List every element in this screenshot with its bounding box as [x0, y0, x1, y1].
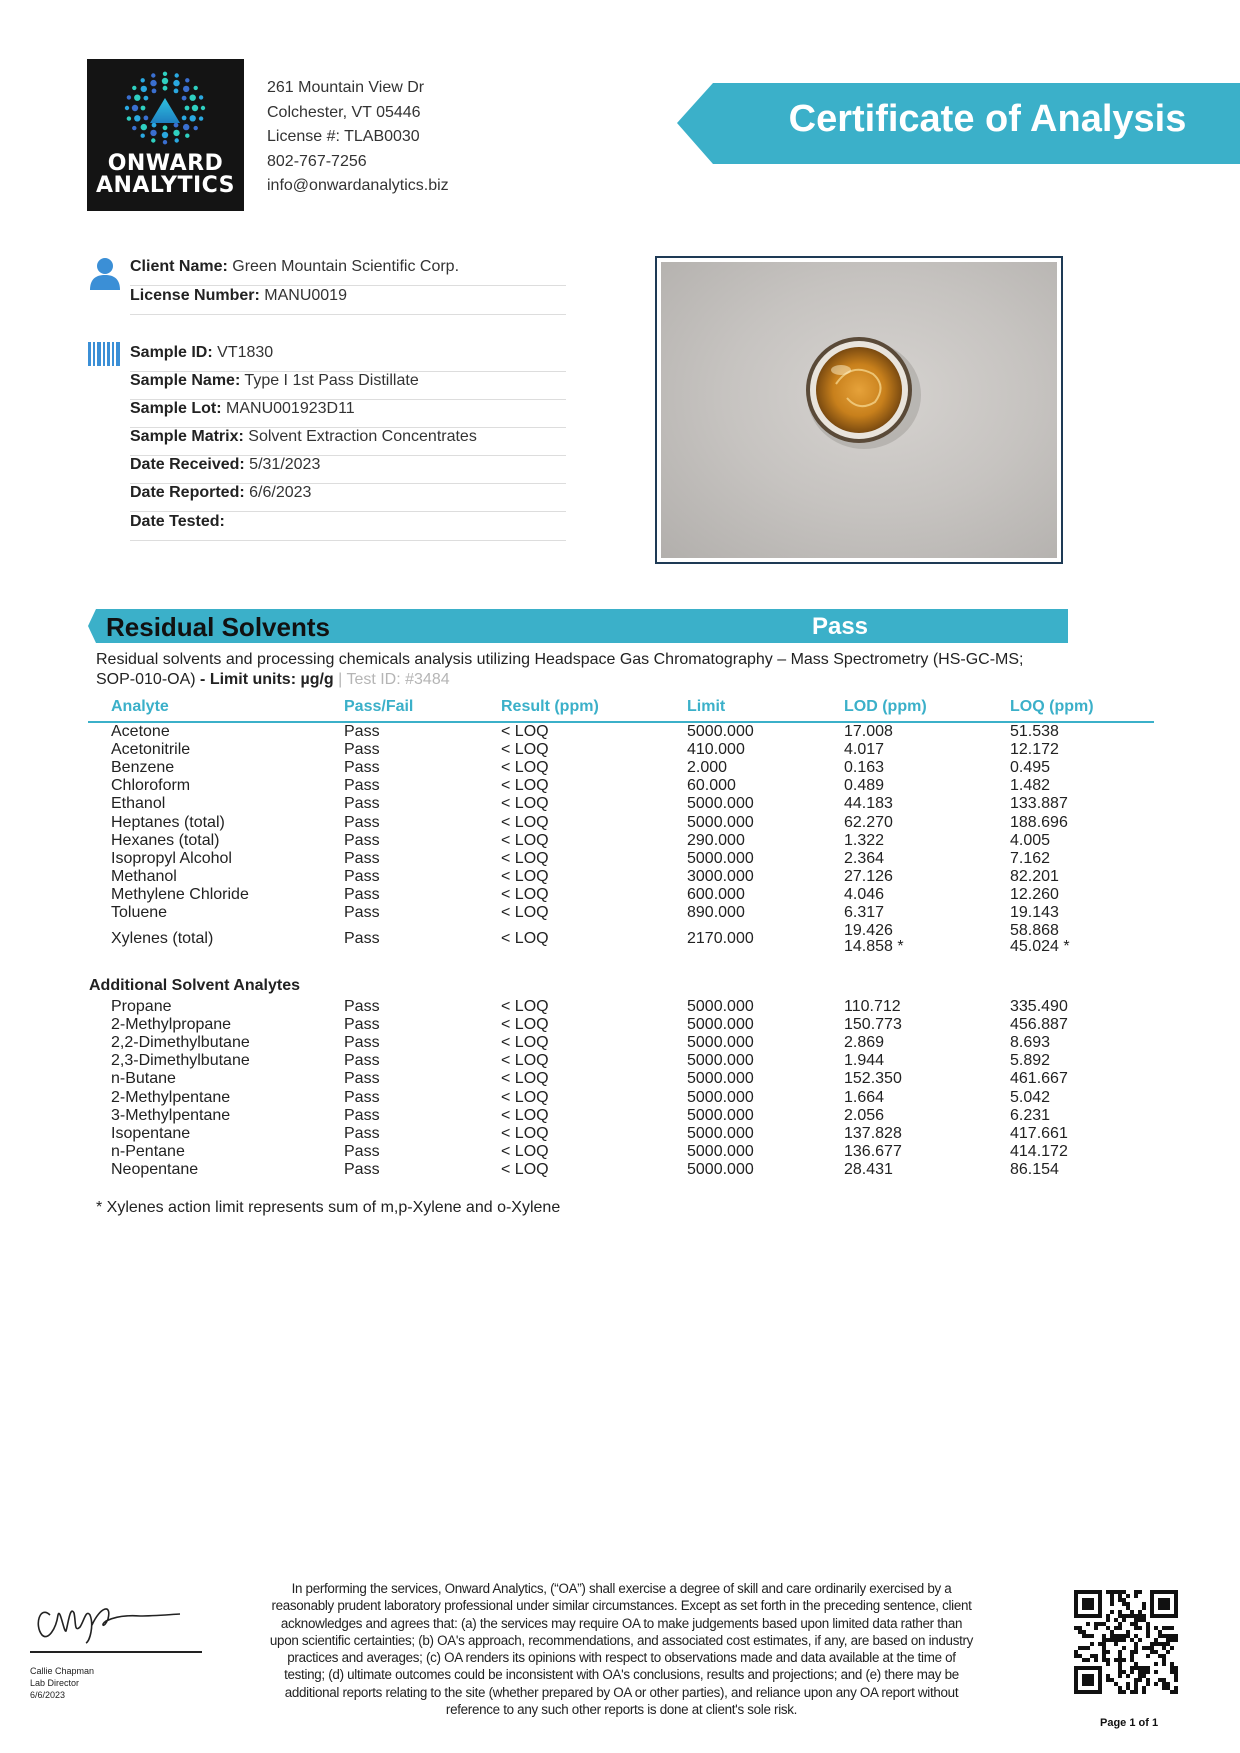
- address-email: info@onwardanalytics.biz: [267, 177, 449, 194]
- cell-lod: 136.677: [844, 1142, 902, 1160]
- table-row: [0, 1161, 1240, 1179]
- xylenes-footnote: * Xylenes action limit represents sum of m,p-Xylene and o-Xylene: [96, 1199, 561, 1216]
- cell-loq: 5.042: [1010, 1088, 1051, 1106]
- cell-analyte: 3-Methylpentane: [111, 1106, 231, 1124]
- cell-analyte: Propane: [111, 998, 172, 1015]
- table-row-xylenes-detail-2: [0, 938, 1240, 956]
- cell-limit: 2.000: [687, 759, 728, 777]
- cell-limit: 5000.000: [687, 1052, 754, 1070]
- table-row: [0, 832, 1240, 850]
- cell-pass-fail: Pass: [344, 795, 380, 813]
- cell-result: < LOQ: [501, 1034, 549, 1052]
- cell-result: < LOQ: [501, 1106, 549, 1124]
- cell-loq: 8.693: [1010, 1034, 1051, 1052]
- table-row: [0, 1016, 1240, 1034]
- cell-loq: 1.482: [1010, 777, 1051, 795]
- cell-loq: 417.661: [1010, 1124, 1068, 1142]
- table-row: [0, 777, 1240, 795]
- cell-limit: 5000.000: [687, 795, 754, 813]
- cell-pass-fail: Pass: [344, 904, 380, 921]
- table-row: [0, 1089, 1240, 1107]
- cell-lod: 17.008: [844, 723, 893, 740]
- cell-pass-fail: Pass: [344, 1142, 380, 1160]
- cell-limit: 410.000: [687, 741, 745, 759]
- limit-units: - Limit units: µg/g: [195, 671, 334, 688]
- cell-lod: 1.322: [844, 831, 885, 849]
- cell-loq: 12.172: [1010, 741, 1059, 759]
- table-row: [0, 1070, 1240, 1088]
- cell-loq: 133.887: [1010, 795, 1068, 813]
- cell-pass-fail: Pass: [344, 813, 380, 831]
- cell-limit: 5000.000: [687, 849, 754, 867]
- cell-loq: 456.887: [1010, 1016, 1068, 1034]
- cell-loq: 12.260: [1010, 885, 1059, 903]
- license-number-row: [130, 287, 566, 315]
- cell-lod: 27.126: [844, 867, 893, 885]
- cell-pass-fail: Pass: [344, 723, 380, 740]
- additional-analytes-title: Additional Solvent Analytes: [89, 977, 300, 994]
- column-header-loq: LOQ (ppm): [1010, 698, 1094, 715]
- cell-result: < LOQ: [501, 723, 549, 740]
- onward-analytics-logo: [87, 59, 244, 211]
- disclaimer-line: reference to any such other reports is done at client's sole risk.: [445, 1702, 798, 1718]
- cell-lod: 110.712: [844, 998, 901, 1015]
- cell-pass-fail: Pass: [344, 831, 380, 849]
- cell-result: < LOQ: [501, 1052, 549, 1070]
- cell-limit: 5000.000: [687, 1070, 754, 1088]
- cell-analyte: Toluene: [111, 904, 168, 921]
- section-status-badge: Pass: [811, 613, 869, 640]
- cell-limit: 5000.000: [687, 1124, 754, 1142]
- column-header-result: Result (ppm): [501, 698, 599, 715]
- cell-limit: 5000.000: [687, 1016, 754, 1034]
- cell-limit: 890.000: [687, 904, 745, 921]
- signatory-name: Callie Chapman: [30, 1666, 95, 1676]
- cell-analyte: Ethanol: [111, 795, 166, 813]
- column-header-limit: Limit: [687, 698, 726, 715]
- cell-loq: 86.154: [1010, 1160, 1059, 1178]
- description-line2: [96, 670, 1096, 690]
- cell-pass-fail: Pass: [344, 1016, 380, 1034]
- cell-analyte: n-Butane: [111, 1070, 176, 1088]
- cell-analyte: Neopentane: [111, 1160, 199, 1178]
- cell-pass-fail: Pass: [344, 741, 380, 759]
- cell-result: < LOQ: [501, 741, 549, 759]
- cell-analyte: Acetonitrile: [111, 741, 191, 759]
- column-header-analyte: Analyte: [111, 698, 169, 715]
- table-row: [0, 1052, 1240, 1070]
- signatory-title: Lab Director: [30, 1678, 80, 1688]
- signature-image: [30, 1585, 190, 1649]
- cell-analyte: Acetone: [111, 723, 170, 740]
- logo-wordmark-line2: ANALYTICS: [95, 173, 236, 198]
- license-number-label: License Number:: [130, 287, 260, 304]
- table-row: [0, 1143, 1240, 1161]
- cell-limit: 5000.000: [687, 813, 754, 831]
- signatory: [30, 1665, 94, 1701]
- table-row: [0, 814, 1240, 832]
- table-row: [0, 904, 1240, 922]
- cell-loq: 7.162: [1010, 849, 1051, 867]
- cell-pass-fail: Pass: [344, 759, 380, 777]
- table-row: [0, 1034, 1240, 1052]
- table-row: [0, 850, 1240, 868]
- date-tested-row: [130, 513, 566, 541]
- cell-pass-fail: Pass: [344, 777, 380, 795]
- cell-loq: 5.892: [1010, 1052, 1051, 1070]
- cell-pass-fail: Pass: [344, 930, 380, 947]
- cell-result: < LOQ: [501, 1142, 549, 1160]
- cell-analyte: Xylenes (total): [111, 930, 214, 947]
- cell-loq: 461.667: [1010, 1070, 1068, 1088]
- cell-pass-fail: Pass: [344, 1106, 380, 1124]
- disclaimer-line: reasonably prudent laboratory professional under similar circumstances. Except as set forth in the preceding sentence, client: [271, 1598, 972, 1614]
- signature-line: [30, 1651, 202, 1653]
- cell-limit: 5000.000: [687, 1034, 754, 1052]
- cell-analyte: 2,3-Dimethylbutane: [111, 1052, 250, 1070]
- table-row: [0, 886, 1240, 904]
- date-reported-row: [130, 484, 566, 512]
- address-phone: 802-767-7256: [267, 152, 367, 170]
- cell-analyte: 2-Methylpropane: [111, 1016, 232, 1034]
- cell-result: < LOQ: [501, 1124, 549, 1142]
- cell-analyte: Hexanes (total): [111, 831, 220, 849]
- date-reported-value: 6/6/2023: [249, 484, 312, 501]
- cell-result: < LOQ: [501, 849, 549, 867]
- cell-lod: 2.869: [844, 1034, 885, 1052]
- sample-matrix-row: [130, 428, 566, 456]
- cell-result: < LOQ: [501, 998, 549, 1015]
- address-street: 261 Mountain View Dr: [267, 79, 425, 96]
- cell-pass-fail: Pass: [344, 1088, 380, 1106]
- disclaimer-line: upon scientific certainties; (b) OA's approach, recommendations, and associated cost estimates, if any, are based on industry: [269, 1632, 974, 1648]
- cell-loq: 188.696: [1010, 813, 1068, 831]
- table-row: [0, 1107, 1240, 1125]
- cell-result: < LOQ: [501, 867, 549, 885]
- cell-analyte: Chloroform: [111, 777, 191, 795]
- cell-analyte: n-Pentane: [111, 1142, 185, 1160]
- cell-analyte: Benzene: [111, 759, 175, 777]
- cell-lod: 1.664: [844, 1088, 885, 1106]
- cell-limit: 600.000: [687, 885, 745, 903]
- section-description: [96, 650, 1096, 690]
- disclaimer-line: acknowledges and agrees that: (a) the services may require OA to make judgements based upon limited data rather than: [280, 1615, 963, 1631]
- sample-jar-image: [661, 262, 1057, 558]
- license-number-value: MANU0019: [264, 287, 347, 304]
- cell-loq: 6.231: [1010, 1106, 1051, 1124]
- date-received-value: 5/31/2023: [249, 456, 321, 473]
- sample-matrix-value: Solvent Extraction Concentrates: [248, 428, 477, 445]
- date-received-label: Date Received:: [130, 456, 245, 473]
- cell-analyte: Heptanes (total): [111, 813, 225, 831]
- sample-matrix-label: Sample Matrix:: [130, 428, 244, 445]
- cell-lod: 2.056: [844, 1106, 885, 1124]
- date-reported-label: Date Reported:: [130, 484, 245, 501]
- cell-result: < LOQ: [501, 795, 549, 813]
- cell-analyte: Methylene Chloride: [111, 885, 249, 903]
- cell-lod-1: 19.426: [844, 922, 893, 939]
- cell-lod: 1.944: [844, 1052, 885, 1070]
- cell-limit: 5000.000: [687, 723, 754, 740]
- cell-pass-fail: Pass: [344, 849, 380, 867]
- cell-loq-1: 58.868: [1010, 922, 1059, 939]
- sample-lot-row: [130, 400, 566, 428]
- cell-analyte: 2,2-Dimethylbutane: [111, 1034, 250, 1052]
- cell-loq: 4.005: [1010, 831, 1051, 849]
- cell-limit: 290.000: [687, 831, 745, 849]
- cell-analyte: Isopentane: [111, 1124, 191, 1142]
- cell-pass-fail: Pass: [344, 867, 380, 885]
- cell-lod: 6.317: [844, 904, 885, 921]
- cell-pass-fail: Pass: [344, 998, 380, 1015]
- cell-result: < LOQ: [501, 813, 549, 831]
- person-icon: [89, 256, 121, 290]
- cell-pass-fail: Pass: [344, 1124, 380, 1142]
- barcode-icon: [88, 342, 120, 366]
- sample-id-row: [130, 344, 566, 372]
- cell-loq: 51.538: [1010, 723, 1059, 740]
- sample-name-value: Type I 1st Pass Distillate: [244, 372, 419, 389]
- column-header-pass-fail: Pass/Fail: [344, 698, 414, 715]
- cell-loq: 335.490: [1010, 998, 1068, 1015]
- cell-limit: 5000.000: [687, 1160, 754, 1178]
- cell-lod: 44.183: [844, 795, 893, 813]
- description-sop: SOP-010-OA): [96, 671, 196, 688]
- signatory-date: 6/6/2023: [30, 1690, 66, 1700]
- cell-loq: 82.201: [1010, 867, 1059, 885]
- cell-limit: 5000.000: [687, 998, 754, 1015]
- cell-loq: 0.495: [1010, 759, 1051, 777]
- logo-dots-icon: [87, 59, 244, 153]
- qr-code-icon[interactable]: [1074, 1590, 1178, 1694]
- table-row: [0, 868, 1240, 886]
- date-tested-label: Date Tested:: [130, 513, 225, 530]
- cell-loq: 414.172: [1010, 1142, 1068, 1160]
- client-name-label: Client Name:: [130, 258, 228, 275]
- cell-analyte: 2-Methylpentane: [111, 1088, 231, 1106]
- cell-lod: 137.828: [844, 1124, 902, 1142]
- page-number: Page 1 of 1: [1100, 1717, 1159, 1729]
- disclaimer-line: additional reports relating to the site (whether prepared by OA or other parties), and reliance upon any OA report without: [284, 1684, 959, 1700]
- table-row: [0, 795, 1240, 813]
- cell-result: < LOQ: [501, 759, 549, 777]
- table-row: [0, 723, 1240, 741]
- sample-id-value: VT1830: [217, 344, 274, 361]
- cell-lod-2: 14.858 *: [844, 938, 904, 955]
- address-license: License #: TLAB0030: [267, 128, 420, 145]
- sample-lot-value: MANU001923D11: [226, 400, 355, 417]
- cell-lod: 152.350: [844, 1070, 902, 1088]
- logo-wordmark-line1: ONWARD: [107, 151, 224, 176]
- cell-result: < LOQ: [501, 904, 549, 921]
- cell-result: < LOQ: [501, 1088, 549, 1106]
- column-header-lod: LOD (ppm): [844, 698, 927, 715]
- cell-loq: 19.143: [1010, 904, 1059, 921]
- cell-lod: 0.489: [844, 777, 885, 795]
- date-received-row: [130, 456, 566, 484]
- cell-limit: 3000.000: [687, 867, 754, 885]
- sample-name-row: [130, 372, 566, 400]
- disclaimer-line: practices and averages; (c) OA renders its opinions with respect to observations made and data available at the time of: [287, 1650, 956, 1666]
- description-line1: Residual solvents and processing chemicals analysis utilizing Headspace Gas Chromatography – Mass Spectrometry (HS-GC-MS;: [96, 651, 1024, 668]
- cell-pass-fail: Pass: [344, 1034, 380, 1052]
- cell-result: < LOQ: [501, 777, 549, 795]
- table-row: [0, 1125, 1240, 1143]
- disclaimer-line: In performing the services, Onward Analytics, (“OA”) shall exercise a degree of skill and care ordinarily exercised by a: [291, 1581, 952, 1596]
- cell-lod: 2.364: [844, 849, 885, 867]
- table-row: [0, 759, 1240, 777]
- sample-photo: [661, 262, 1057, 558]
- sample-id-label: Sample ID:: [130, 344, 213, 361]
- cell-result: < LOQ: [501, 930, 549, 947]
- cell-analyte: Methanol: [111, 867, 177, 885]
- cell-result: < LOQ: [501, 1016, 549, 1034]
- cell-result: < LOQ: [501, 1070, 549, 1088]
- sample-photo-frame: [655, 256, 1063, 564]
- cell-lod: 0.163: [844, 759, 885, 777]
- cell-pass-fail: Pass: [344, 885, 380, 903]
- cell-lod: 4.017: [844, 741, 885, 759]
- sample-lot-label: Sample Lot:: [130, 400, 222, 417]
- cell-lod: 4.046: [844, 885, 885, 903]
- cell-pass-fail: Pass: [344, 1160, 380, 1178]
- disclaimer-line: testing; (d) ultimate outcomes could be inconsistent with OA's conclusions, results and projections; and (e) there may be: [284, 1667, 959, 1683]
- cell-lod: 62.270: [844, 813, 893, 831]
- lab-address: [267, 76, 449, 199]
- cell-result: < LOQ: [501, 1160, 549, 1178]
- cell-result: < LOQ: [501, 885, 549, 903]
- cell-loq-2: 45.024 *: [1010, 938, 1070, 955]
- section-title: Residual Solvents: [106, 612, 330, 642]
- cell-limit: 5000.000: [687, 1088, 754, 1106]
- cell-pass-fail: Pass: [344, 1070, 380, 1088]
- cell-pass-fail: Pass: [344, 1052, 380, 1070]
- legal-disclaimer: [228, 1580, 1015, 1718]
- address-city: Colchester, VT 05446: [267, 103, 421, 121]
- cell-limit: 2170.000: [687, 930, 754, 947]
- cell-lod: 28.431: [844, 1160, 893, 1178]
- cell-limit: 60.000: [687, 777, 736, 795]
- table-row: [0, 998, 1240, 1016]
- client-name-value: Green Mountain Scientific Corp.: [232, 258, 460, 275]
- cell-limit: 5000.000: [687, 1142, 754, 1160]
- cell-result: < LOQ: [501, 831, 549, 849]
- test-id: | Test ID: #3484: [333, 671, 450, 688]
- cell-limit: 5000.000: [687, 1106, 754, 1124]
- table-row: [0, 741, 1240, 759]
- cell-lod: 150.773: [844, 1016, 902, 1034]
- client-name-row: [130, 258, 566, 286]
- cell-analyte: Isopropyl Alcohol: [111, 849, 232, 867]
- sample-name-label: Sample Name:: [130, 372, 241, 389]
- certificate-title: Certificate of Analysis: [788, 98, 1187, 140]
